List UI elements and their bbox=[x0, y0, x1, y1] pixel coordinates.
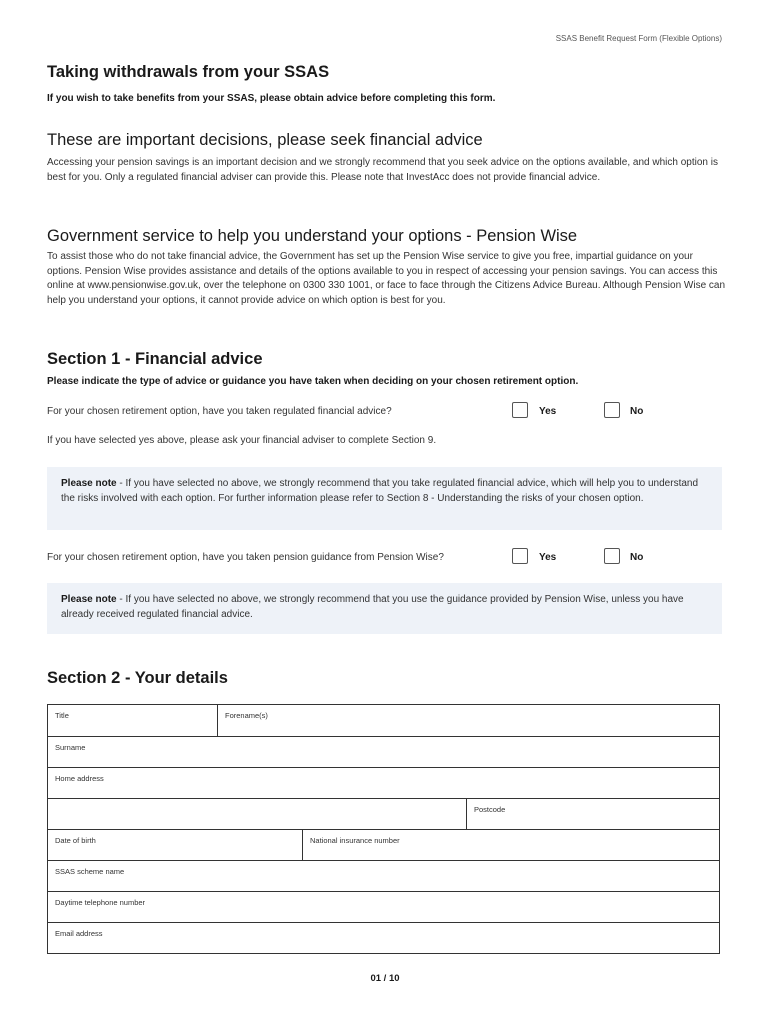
advice-yes-label: Yes bbox=[539, 406, 557, 417]
home-address-field-label: Home address bbox=[55, 774, 104, 783]
question-financial-advice-text: For your chosen retirement option, have you taken regulated financial advice? bbox=[47, 406, 392, 417]
phone-field[interactable] bbox=[48, 892, 719, 922]
postcode-field-label: Postcode bbox=[474, 805, 506, 814]
form-row-surname bbox=[48, 736, 719, 767]
form-row-address-2 bbox=[48, 798, 719, 829]
surname-field[interactable] bbox=[48, 737, 719, 767]
question-financial-advice bbox=[47, 401, 722, 421]
dob-field[interactable] bbox=[48, 830, 302, 860]
page-number: 01 / 10 bbox=[370, 973, 400, 984]
guidance-yes-label: Yes bbox=[539, 552, 557, 563]
advice-paragraph: Accessing your pension savings is an important decision and we strongly recommend that you seek advice on the options available, and which option is best for you. Only a regulated financial adviser can provide this. Please note that InvestAcc does not provide financial advice. bbox=[47, 157, 718, 183]
guidance-yes-checkbox[interactable] bbox=[512, 548, 528, 564]
section1-heading: Section 1 - Financial advice bbox=[47, 350, 263, 368]
note-label: Please note bbox=[61, 594, 117, 605]
note-label: Please note bbox=[61, 478, 117, 489]
email-field-label: Email address bbox=[55, 929, 103, 938]
personal-details-form bbox=[47, 704, 720, 954]
question-pension-wise-text: For your chosen retirement option, have you taken pension guidance from Pension Wise? bbox=[47, 552, 444, 563]
form-row-phone bbox=[48, 891, 719, 922]
form-header-title: SSAS Benefit Request Form (Flexible Options) bbox=[555, 34, 722, 43]
advice-note-box bbox=[47, 467, 722, 530]
guidance-no-checkbox[interactable] bbox=[604, 548, 620, 564]
form-row-address bbox=[48, 767, 719, 798]
note-text: - If you have selected no above, we strongly recommend that you take regulated financial advice, which will help you to understand the risks involved with each option. For further information please refer to Section 8 - Understanding the risks of your chosen option. bbox=[61, 478, 699, 504]
advice-followup-text: If you have selected yes above, please ask your financial adviser to complete Section 9. bbox=[47, 435, 437, 446]
scheme-name-field[interactable] bbox=[48, 861, 719, 891]
ni-number-field[interactable] bbox=[302, 830, 719, 860]
surname-field-label: Surname bbox=[55, 743, 86, 752]
form-row-email bbox=[48, 922, 719, 953]
form-row-name bbox=[48, 705, 719, 736]
section2-heading: Section 2 - Your details bbox=[47, 669, 228, 687]
forenames-field[interactable] bbox=[217, 705, 719, 736]
scheme-name-field-label: SSAS scheme name bbox=[55, 867, 125, 876]
note-text: - If you have selected no above, we strongly recommend that you use the guidance provided by Pension Wise, unless you have already received regulated financial advice. bbox=[61, 594, 684, 620]
ni-number-field-label: National insurance number bbox=[310, 836, 400, 845]
guidance-note-box bbox=[47, 583, 722, 634]
dob-field-label: Date of birth bbox=[55, 836, 96, 845]
advice-yes-checkbox[interactable] bbox=[512, 402, 528, 418]
page-title: Taking withdrawals from your SSAS bbox=[47, 63, 330, 81]
question-pension-wise bbox=[47, 547, 722, 567]
postcode-field[interactable] bbox=[466, 799, 719, 829]
title-field[interactable] bbox=[48, 705, 217, 736]
phone-field-label: Daytime telephone number bbox=[55, 898, 146, 907]
guidance-no-label: No bbox=[630, 552, 644, 563]
pension-wise-heading: Government service to help you understand your options - Pension Wise bbox=[47, 227, 578, 245]
advice-heading: These are important decisions, please seek financial advice bbox=[47, 131, 483, 149]
advice-no-label: No bbox=[630, 406, 644, 417]
section1-subtitle: Please indicate the type of advice or guidance you have taken when deciding on your chosen retirement option. bbox=[47, 376, 579, 387]
title-field-label: Title bbox=[55, 711, 69, 720]
pension-wise-paragraph: To assist those who do not take financial advice, the Government has set up the Pension Wise service to give you free, impartial guidance on your options. Pension Wise provides assistance and details of the options available to you in respect of accessing your pension savings. You can access this online at www.pensionwise.gov.uk, over the telephone on 0300 330 1001, or face to face through the Citizens Advice Bureau. Although Pension Wise can help you understand your options, it cannot provide advice on which option is best for you. bbox=[47, 251, 726, 306]
form-row-scheme bbox=[48, 860, 719, 891]
forenames-field-label: Forename(s) bbox=[225, 711, 268, 720]
advice-no-checkbox[interactable] bbox=[604, 402, 620, 418]
intro-subtitle: If you wish to take benefits from your SSAS, please obtain advice before completing this form. bbox=[47, 93, 496, 104]
home-address-field[interactable] bbox=[48, 768, 719, 798]
home-address-line2-field[interactable] bbox=[48, 799, 466, 829]
email-field[interactable] bbox=[48, 923, 719, 953]
form-row-dob bbox=[48, 829, 719, 860]
